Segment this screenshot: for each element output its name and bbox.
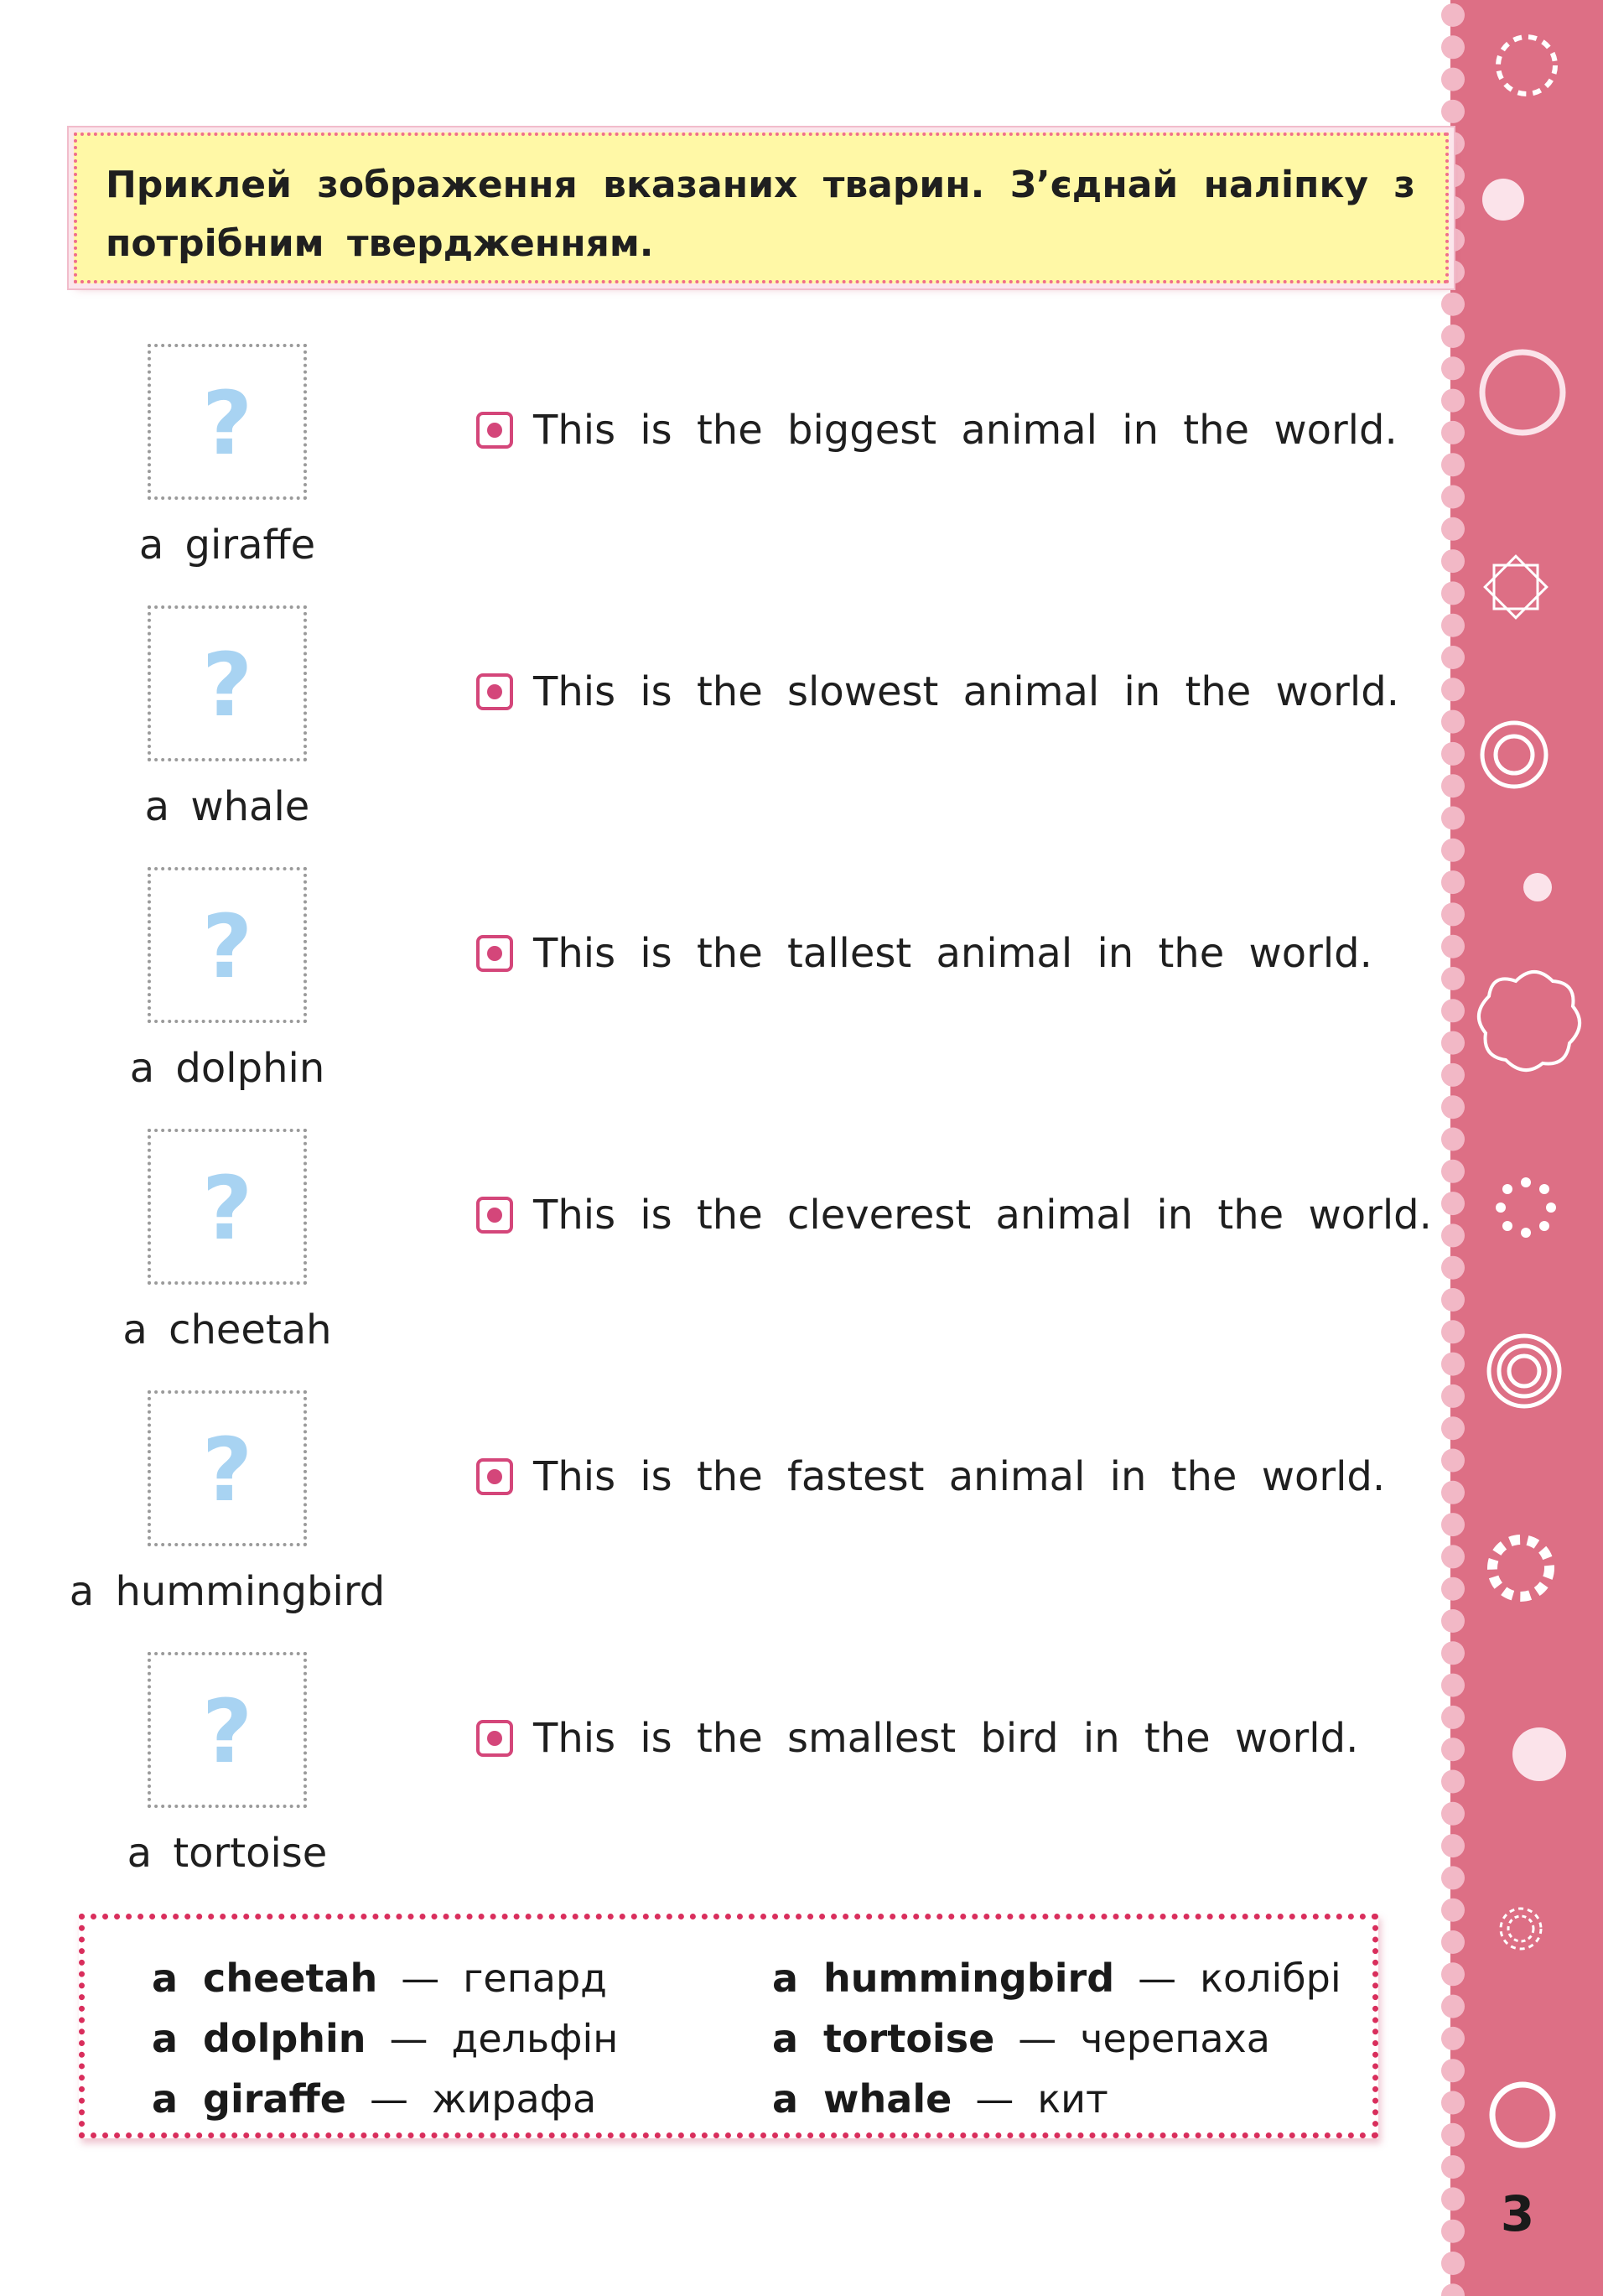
swirl-icon — [1501, 1909, 1541, 1949]
glossary-entry — [152, 1948, 618, 2008]
sticker-slot[interactable] — [148, 344, 307, 500]
glossary-column-right — [772, 1948, 1341, 2129]
glossary-entry — [772, 2069, 1341, 2129]
statement — [476, 1439, 1432, 1514]
match-point-icon[interactable] — [476, 935, 513, 972]
glossary-dash: — — [975, 2076, 1014, 2122]
big-dot-icon — [1512, 1727, 1566, 1781]
exercise-row — [0, 1129, 1442, 1380]
animal-label: a whale — [144, 783, 310, 830]
dotted-circle-icon — [1496, 1177, 1556, 1238]
flower-outline-icon — [1479, 972, 1580, 1070]
sticker-slot[interactable] — [148, 605, 307, 761]
animal-label: a hummingbird — [69, 1568, 386, 1615]
glossary-dash: — — [1018, 2016, 1057, 2061]
animal-label: a cheetah — [122, 1306, 332, 1353]
statement — [476, 1701, 1432, 1776]
glossary-entry — [152, 2069, 618, 2129]
glossary-ukrainian: гепард — [463, 1956, 607, 2001]
glossary-english: a giraffe — [152, 2076, 346, 2122]
question-mark-icon: ? — [201, 634, 253, 736]
star-outline-icon — [1485, 556, 1547, 618]
statement — [476, 1177, 1432, 1253]
glossary-english: a tortoise — [772, 2016, 995, 2061]
exercise-row — [0, 344, 1442, 595]
glossary-ukrainian: колібрі — [1200, 1956, 1341, 2001]
side-ornaments — [1450, 0, 1603, 2296]
statement-text: This is the slowest animal in the world. — [533, 668, 1399, 715]
glossary-dash: — — [401, 1956, 440, 2001]
question-mark-icon: ? — [201, 1157, 253, 1260]
statement — [476, 392, 1432, 468]
statement-text: This is the cleverest animal in the world. — [533, 1192, 1432, 1239]
glossary-column-left — [152, 1948, 618, 2129]
instruction-banner — [74, 132, 1449, 283]
page-number: 3 — [1500, 2185, 1535, 2242]
glossary-box — [79, 1914, 1378, 2138]
statement-text: This is the fastest animal in the world. — [533, 1453, 1386, 1500]
statement-text: This is the smallest bird in the world. — [533, 1715, 1359, 1762]
question-mark-icon: ? — [201, 896, 253, 998]
glossary-english: a whale — [772, 2076, 952, 2122]
dot-icon — [1482, 179, 1524, 221]
glossary-dash: — — [1138, 1956, 1177, 2001]
statement — [476, 916, 1432, 991]
statement-text: This is the tallest animal in the world. — [533, 930, 1372, 977]
question-mark-icon: ? — [201, 372, 253, 475]
sticker-slot[interactable] — [148, 867, 307, 1023]
glossary-dash: — — [369, 2076, 408, 2122]
glossary-entry — [772, 2008, 1341, 2069]
glossary-english: a dolphin — [152, 2016, 366, 2061]
exercise-row — [0, 605, 1442, 857]
match-point-icon[interactable] — [476, 1720, 513, 1757]
match-point-icon[interactable] — [476, 1458, 513, 1495]
match-point-icon[interactable] — [476, 1197, 513, 1234]
glossary-entry — [152, 2008, 618, 2069]
exercise-row — [0, 867, 1442, 1119]
dashed-ring-icon — [1492, 1540, 1549, 1597]
animal-label: a tortoise — [127, 1830, 328, 1877]
ring-bottom-icon — [1492, 2085, 1553, 2145]
exercise-row — [0, 1390, 1442, 1642]
dashed-circle-icon — [1498, 37, 1555, 94]
exercise-row — [0, 1652, 1442, 1904]
question-mark-icon: ? — [201, 1680, 253, 1783]
match-point-icon[interactable] — [476, 673, 513, 710]
ring-icon — [1482, 352, 1563, 433]
glossary-dash: — — [389, 2016, 428, 2061]
glossary-ukrainian: черепаха — [1080, 2016, 1270, 2061]
animal-label: a dolphin — [129, 1045, 325, 1092]
glossary-english: a hummingbird — [772, 1956, 1115, 2001]
statement-text: This is the biggest animal in the world. — [533, 407, 1398, 454]
small-dot-icon — [1523, 873, 1552, 901]
glossary-ukrainian: жирафа — [431, 2076, 597, 2122]
question-mark-icon: ? — [201, 1419, 253, 1521]
animal-label: a giraffe — [138, 522, 316, 569]
glossary-english: a cheetah — [152, 1956, 378, 2001]
sticker-slot[interactable] — [148, 1390, 307, 1546]
glossary-ukrainian: кит — [1037, 2076, 1108, 2122]
sticker-slot[interactable] — [148, 1652, 307, 1808]
sticker-slot[interactable] — [148, 1129, 307, 1285]
glossary-ukrainian: дельфін — [451, 2016, 619, 2061]
match-point-icon[interactable] — [476, 412, 513, 449]
double-ring-icon — [1482, 723, 1546, 787]
statement — [476, 654, 1432, 730]
instruction-text: Приклей зображення вказаних тварин. З’єднай наліпку з потрібним твердженням. — [106, 164, 1415, 265]
glossary-entry — [772, 1948, 1341, 2008]
concentric-rings-icon — [1489, 1336, 1559, 1406]
